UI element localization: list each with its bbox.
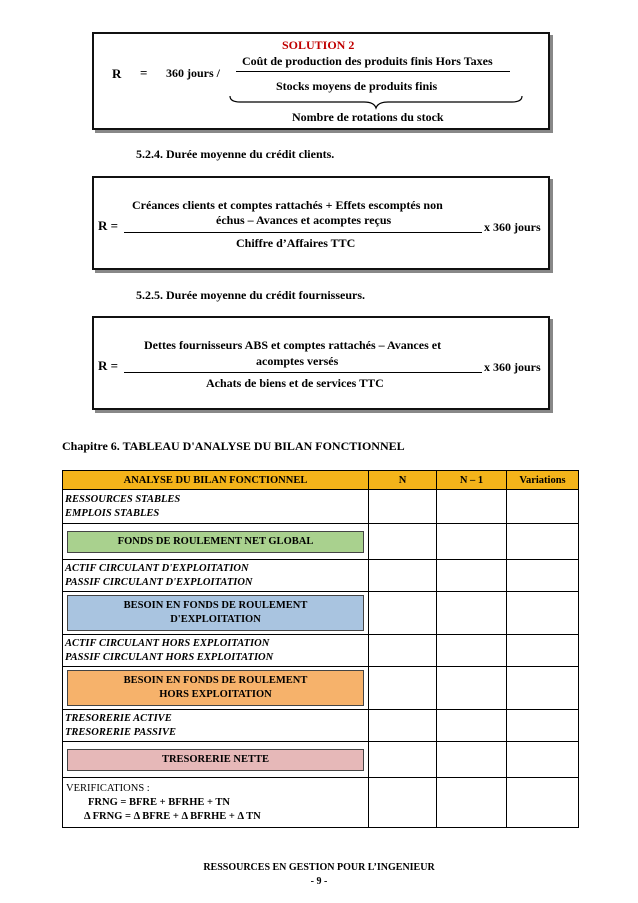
verification-formula: FRNG = BFRE + BFRHE + TN: [88, 796, 231, 808]
table-row: [63, 778, 579, 828]
label-line: HORS EXPLOITATION: [159, 689, 272, 700]
cell-n-1: [437, 742, 507, 778]
cell-n-1: [437, 524, 507, 560]
cell-n: [369, 742, 437, 778]
label-line: PASSIF CIRCULANT D'EXPLOITATION: [65, 576, 253, 588]
table-row: [63, 560, 579, 592]
cell-variations: [507, 524, 579, 560]
footer-title: RESSOURCES EN GESTION POUR L’INGENIEUR: [203, 862, 435, 873]
cell-n: [369, 778, 437, 828]
cell-n-1: [437, 667, 507, 710]
chapter-6-heading: Chapitre 6. TABLEAU D'ANALYSE DU BILAN FONCTIONNEL: [62, 439, 405, 453]
cell-variations: [507, 635, 579, 667]
formula-numerator-line2: acomptes versés: [256, 354, 339, 368]
formula-denominator: Achats de biens et de services TTC: [206, 376, 384, 390]
brace-label: Nombre de rotations du stock: [292, 110, 444, 124]
row-label: [63, 524, 369, 560]
cell-n-1: [437, 710, 507, 742]
table-header-row: [63, 471, 579, 490]
cell-n: [369, 560, 437, 592]
header-variations: Variations: [507, 471, 579, 490]
curly-brace: [228, 94, 524, 110]
solution-title: SOLUTION 2: [282, 38, 355, 52]
cell-variations: [507, 592, 579, 635]
frng-bar: FONDS DE ROULEMENT NET GLOBAL: [67, 531, 364, 553]
formula-r: R =: [98, 358, 119, 373]
table-row: [63, 742, 579, 778]
formula-lhs: 360 jours /: [166, 66, 220, 80]
label-line: PASSIF CIRCULANT HORS EXPLOITATION: [65, 651, 274, 663]
cell-n-1: [437, 592, 507, 635]
row-label: [63, 490, 369, 524]
cell-n: [369, 710, 437, 742]
row-label: [63, 560, 369, 592]
cell-n: [369, 490, 437, 524]
label-line: D'EXPLOITATION: [170, 614, 261, 625]
tn-bar: TRESORERIE NETTE: [67, 749, 364, 771]
header-n: N: [369, 471, 437, 490]
cell-variations: [507, 490, 579, 524]
functional-balance-analysis-table: [62, 470, 579, 828]
fraction-line: [124, 372, 482, 373]
label-line: TRESORERIE PASSIVE: [65, 726, 176, 738]
formula-denominator: Chiffre d’Affaires TTC: [236, 236, 356, 250]
formula-numerator-line1: Dettes fournisseurs ABS et comptes rattachés – Avances et: [144, 338, 442, 352]
header-analysis: ANALYSE DU BILAN FONCTIONNEL: [63, 471, 369, 490]
cell-n: [369, 635, 437, 667]
verification-formula: Δ FRNG = Δ BFRE + Δ BFRHE + Δ TN: [84, 810, 261, 822]
label-line: EMPLOIS STABLES: [65, 507, 160, 519]
formula-equals: =: [140, 65, 148, 80]
formula-numerator: Coût de production des produits finis Hors Taxes: [242, 54, 493, 68]
formula-multiplier: x 360 jours: [484, 360, 541, 374]
label-line: RESSOURCES STABLES: [65, 493, 181, 505]
fraction-line: [124, 232, 482, 233]
row-label: [63, 710, 369, 742]
bfre-bar: [67, 595, 364, 631]
formula-numerator-line2: échus – Avances et acomptes reçus: [216, 213, 392, 227]
label-line: ACTIF CIRCULANT HORS EXPLOITATION: [65, 637, 270, 649]
label-line: ACTIF CIRCULANT D'EXPLOITATION: [65, 562, 249, 574]
table-row: [63, 635, 579, 667]
cell-variations: [507, 560, 579, 592]
label-line: BESOIN EN FONDS DE ROULEMENT: [123, 600, 308, 611]
cell-n-1: [437, 490, 507, 524]
bfrhe-bar: [67, 670, 364, 706]
cell-variations: [507, 710, 579, 742]
table-row: [63, 524, 579, 560]
cell-n: [369, 667, 437, 710]
verifications-title: VERIFICATIONS :: [66, 782, 150, 794]
section-5-2-5-heading: 5.2.5. Durée moyenne du crédit fournisseurs.: [136, 288, 365, 302]
cell-variations: [507, 742, 579, 778]
formula-r: R =: [98, 218, 119, 233]
cell-variations: [507, 667, 579, 710]
formula-numerator-line1: Créances clients et comptes rattachés + Effets escomptés non: [132, 198, 443, 212]
verifications-cell: [63, 778, 369, 828]
label-line: TRESORERIE ACTIVE: [65, 712, 172, 724]
row-label: [63, 635, 369, 667]
cell-n-1: [437, 560, 507, 592]
row-label: [63, 592, 369, 635]
cell-n-1: [437, 635, 507, 667]
cell-n-1: [437, 778, 507, 828]
solution-formula-box: [92, 32, 550, 130]
header-n-minus-1: N – 1: [437, 471, 507, 490]
table-row: [63, 592, 579, 635]
formula-multiplier: x 360 jours: [484, 220, 541, 234]
formula-denominator: Stocks moyens de produits finis: [276, 79, 438, 93]
section-5-2-4-heading: 5.2.4. Durée moyenne du crédit clients.: [136, 147, 335, 161]
row-label: [63, 742, 369, 778]
fraction-line: [236, 71, 510, 72]
label-line: BESOIN EN FONDS DE ROULEMENT: [123, 675, 308, 686]
formula-r: R: [112, 66, 122, 81]
supplier-credit-formula-box: [92, 316, 550, 410]
table-row: [63, 710, 579, 742]
cell-n: [369, 524, 437, 560]
cell-variations: [507, 778, 579, 828]
table-row: [63, 667, 579, 710]
page-number: - 9 -: [310, 876, 328, 887]
row-label: [63, 667, 369, 710]
table-row: [63, 490, 579, 524]
cell-n: [369, 592, 437, 635]
client-credit-formula-box: [92, 176, 550, 270]
